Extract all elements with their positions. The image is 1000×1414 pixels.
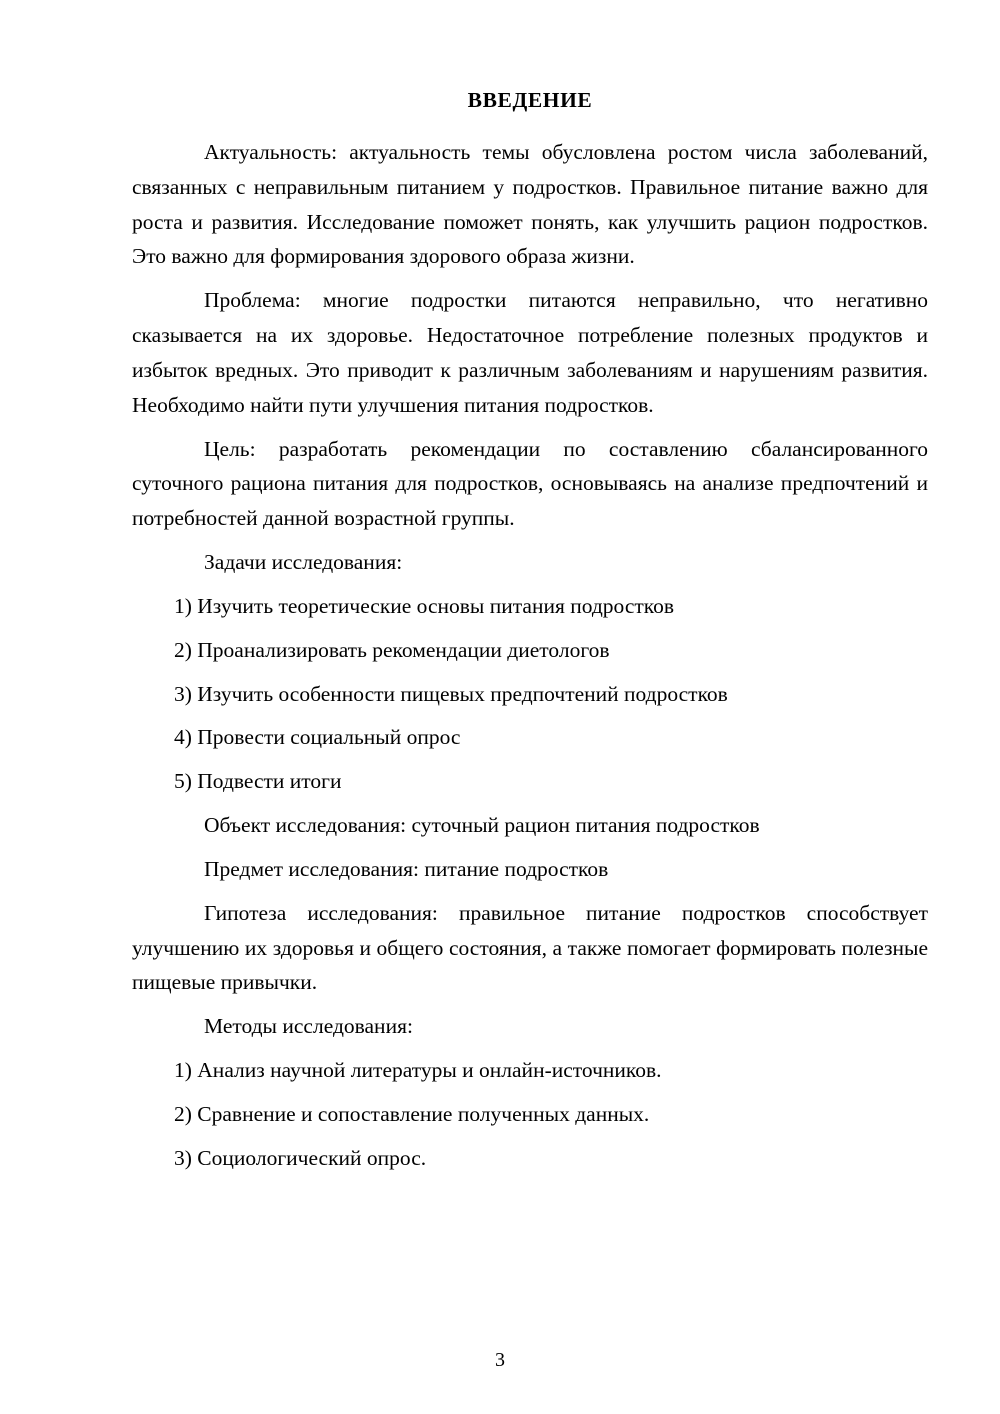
list-item: 5) Подвести итоги bbox=[174, 769, 342, 794]
paragraph-problem: Проблема: многие подростки питаются неправильно, что негативно сказывается на их здоровье. Недостаточное потребление полезных продуктов и избыток вредных. Это приводит к различным заболеваниям и нарушениям развития. Необходимо найти пути улучшения питания подростков. bbox=[132, 288, 928, 417]
paragraph-subject: Предмет исследования: питание подростков bbox=[204, 856, 609, 881]
methods-heading: Методы исследования: bbox=[204, 1014, 413, 1039]
page-number: 3 bbox=[495, 1349, 505, 1371]
page-title: ВВЕДЕНИЕ bbox=[467, 88, 593, 112]
list-item: 3) Социологический опрос. bbox=[174, 1145, 427, 1170]
paragraph-relevance: Актуальность: актуальность темы обусловлена ростом числа заболеваний, связанных с неправильным питанием у подростков. Правильное питание важно для роста и развития. Исследование поможет понять, как улучшить рацион подростков. Это важно для формирования здорового образа жизни. bbox=[132, 140, 928, 269]
list-item: 3) Изучить особенности пищевых предпочтений подростков bbox=[174, 681, 728, 706]
list-item: 1) Изучить теоретические основы питания подростков bbox=[174, 593, 675, 618]
list-item: 4) Провести социальный опрос bbox=[174, 725, 461, 750]
list-item: 2) Проанализировать рекомендации диетологов bbox=[174, 637, 610, 662]
list-item: 2) Сравнение и сопоставление полученных данных. bbox=[174, 1101, 650, 1126]
paragraph-hypothesis: Гипотеза исследования: правильное питание подростков способствует улучшению их здоровья и общего состояния, а также помогает формировать полезные пищевые привычки. bbox=[132, 900, 928, 995]
tasks-heading: Задачи исследования: bbox=[204, 550, 403, 575]
list-item: 1) Анализ научной литературы и онлайн-источников. bbox=[174, 1058, 662, 1083]
paragraph-goal: Цель: разработать рекомендации по составлению сбалансированного суточного рациона питания для подростков, основываясь на анализе предпочтений и потребностей данной возрастной группы. bbox=[132, 436, 928, 531]
paragraph-object: Объект исследования: суточный рацион питания подростков bbox=[204, 813, 760, 838]
